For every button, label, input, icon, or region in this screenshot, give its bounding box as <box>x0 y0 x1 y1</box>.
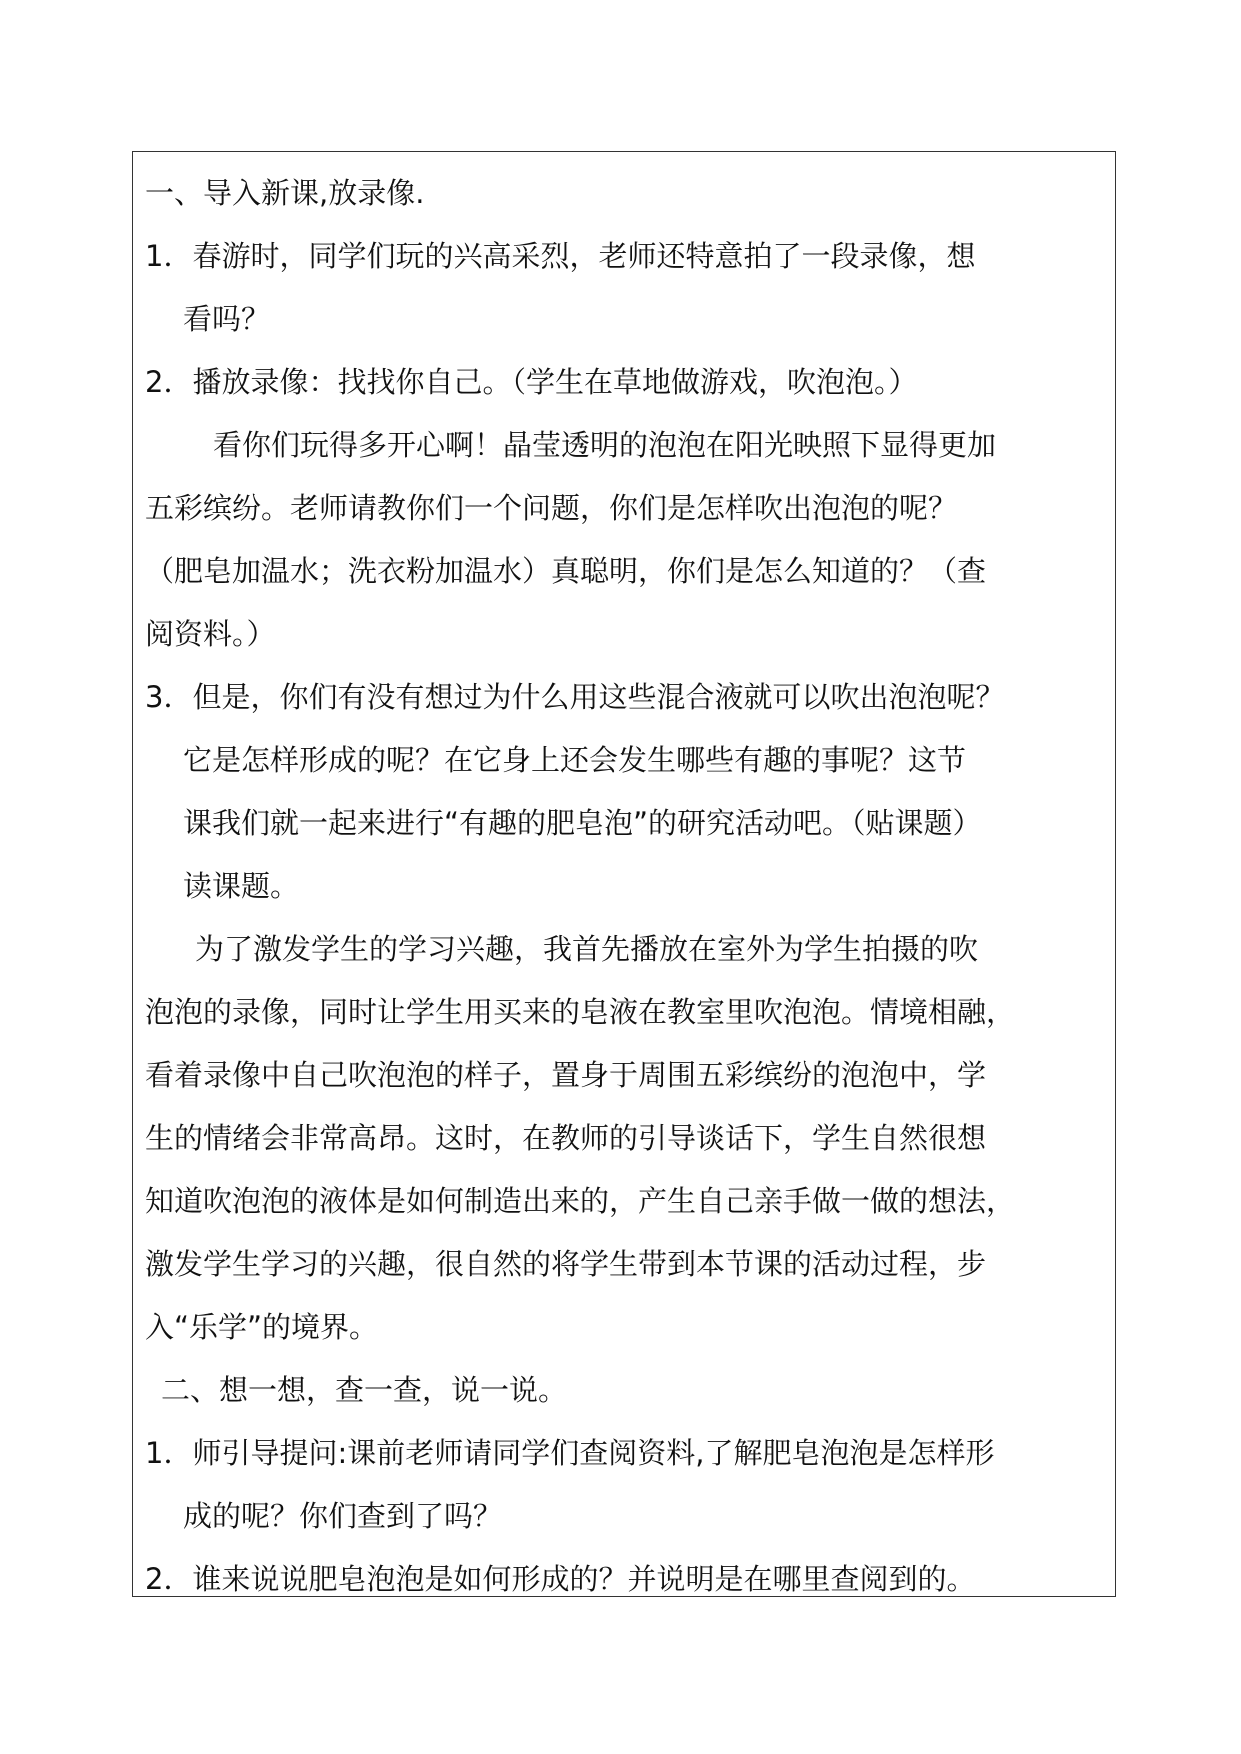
text-line: 入“乐学”的境界。 <box>145 1310 379 1344</box>
text-line: 一、导入新课,放录像. <box>145 176 425 210</box>
text-line: 看吗？ <box>183 302 271 336</box>
text-line: 1．师引导提问:课前老师请同学们查阅资料,了解肥皂泡泡是怎样形 <box>145 1436 995 1470</box>
text-line: 1．春游时，同学们玩的兴高采烈，老师还特意拍了一段录像，想 <box>145 239 976 273</box>
text-line: 阅资料。） <box>145 617 276 651</box>
text-line: 成的呢？你们查到了吗？ <box>183 1499 503 1533</box>
text-line: 泡泡的录像，同时让学生用买来的皂液在教室里吹泡泡。情境相融， <box>145 995 1016 1029</box>
text-line: 2．谁来说说肥皂泡泡是如何形成的？并说明是在哪里查阅到的。 <box>145 1562 976 1596</box>
text-line: 为了激发学生的学习兴趣，我首先播放在室外为学生拍摄的吹 <box>195 932 979 966</box>
text-line: 看你们玩得多开心啊！晶莹透明的泡泡在阳光映照下显得更加 <box>213 428 997 462</box>
text-line: 看着录像中自己吹泡泡的样子，置身于周围五彩缤纷的泡泡中，学 <box>145 1058 987 1092</box>
text-line: 它是怎样形成的呢？在它身上还会发生哪些有趣的事呢？这节 <box>183 743 967 777</box>
text-line: 读课题。 <box>183 869 300 903</box>
text-line: （肥皂加温水；洗衣粉加温水）真聪明，你们是怎么知道的？（查 <box>145 554 987 588</box>
text-line: 生的情绪会非常高昂。这时，在教师的引导谈话下，学生自然很想 <box>145 1121 987 1155</box>
text-line: 激发学生学习的兴趣，很自然的将学生带到本节课的活动过程，步 <box>145 1247 987 1281</box>
text-line: 课我们就一起来进行“有趣的肥皂泡”的研究活动吧。（贴课题） <box>183 806 982 840</box>
text-line: 3．但是，你们有没有想过为什么用这些混合液就可以吹出泡泡呢？ <box>145 680 1005 714</box>
lesson-plan-text <box>145 162 1111 1597</box>
lesson-plan-table-cell <box>132 151 1116 1597</box>
text-line: 五彩缤纷。老师请教你们一个问题，你们是怎样吹出泡泡的呢？ <box>145 491 958 525</box>
text-line: 知道吹泡泡的液体是如何制造出来的，产生自己亲手做一做的想法， <box>145 1184 1016 1218</box>
text-line: 二、想一想，查一查，说一说。 <box>161 1373 568 1407</box>
text-line: 2．播放录像：找找你自己。（学生在草地做游戏，吹泡泡。） <box>145 365 918 399</box>
